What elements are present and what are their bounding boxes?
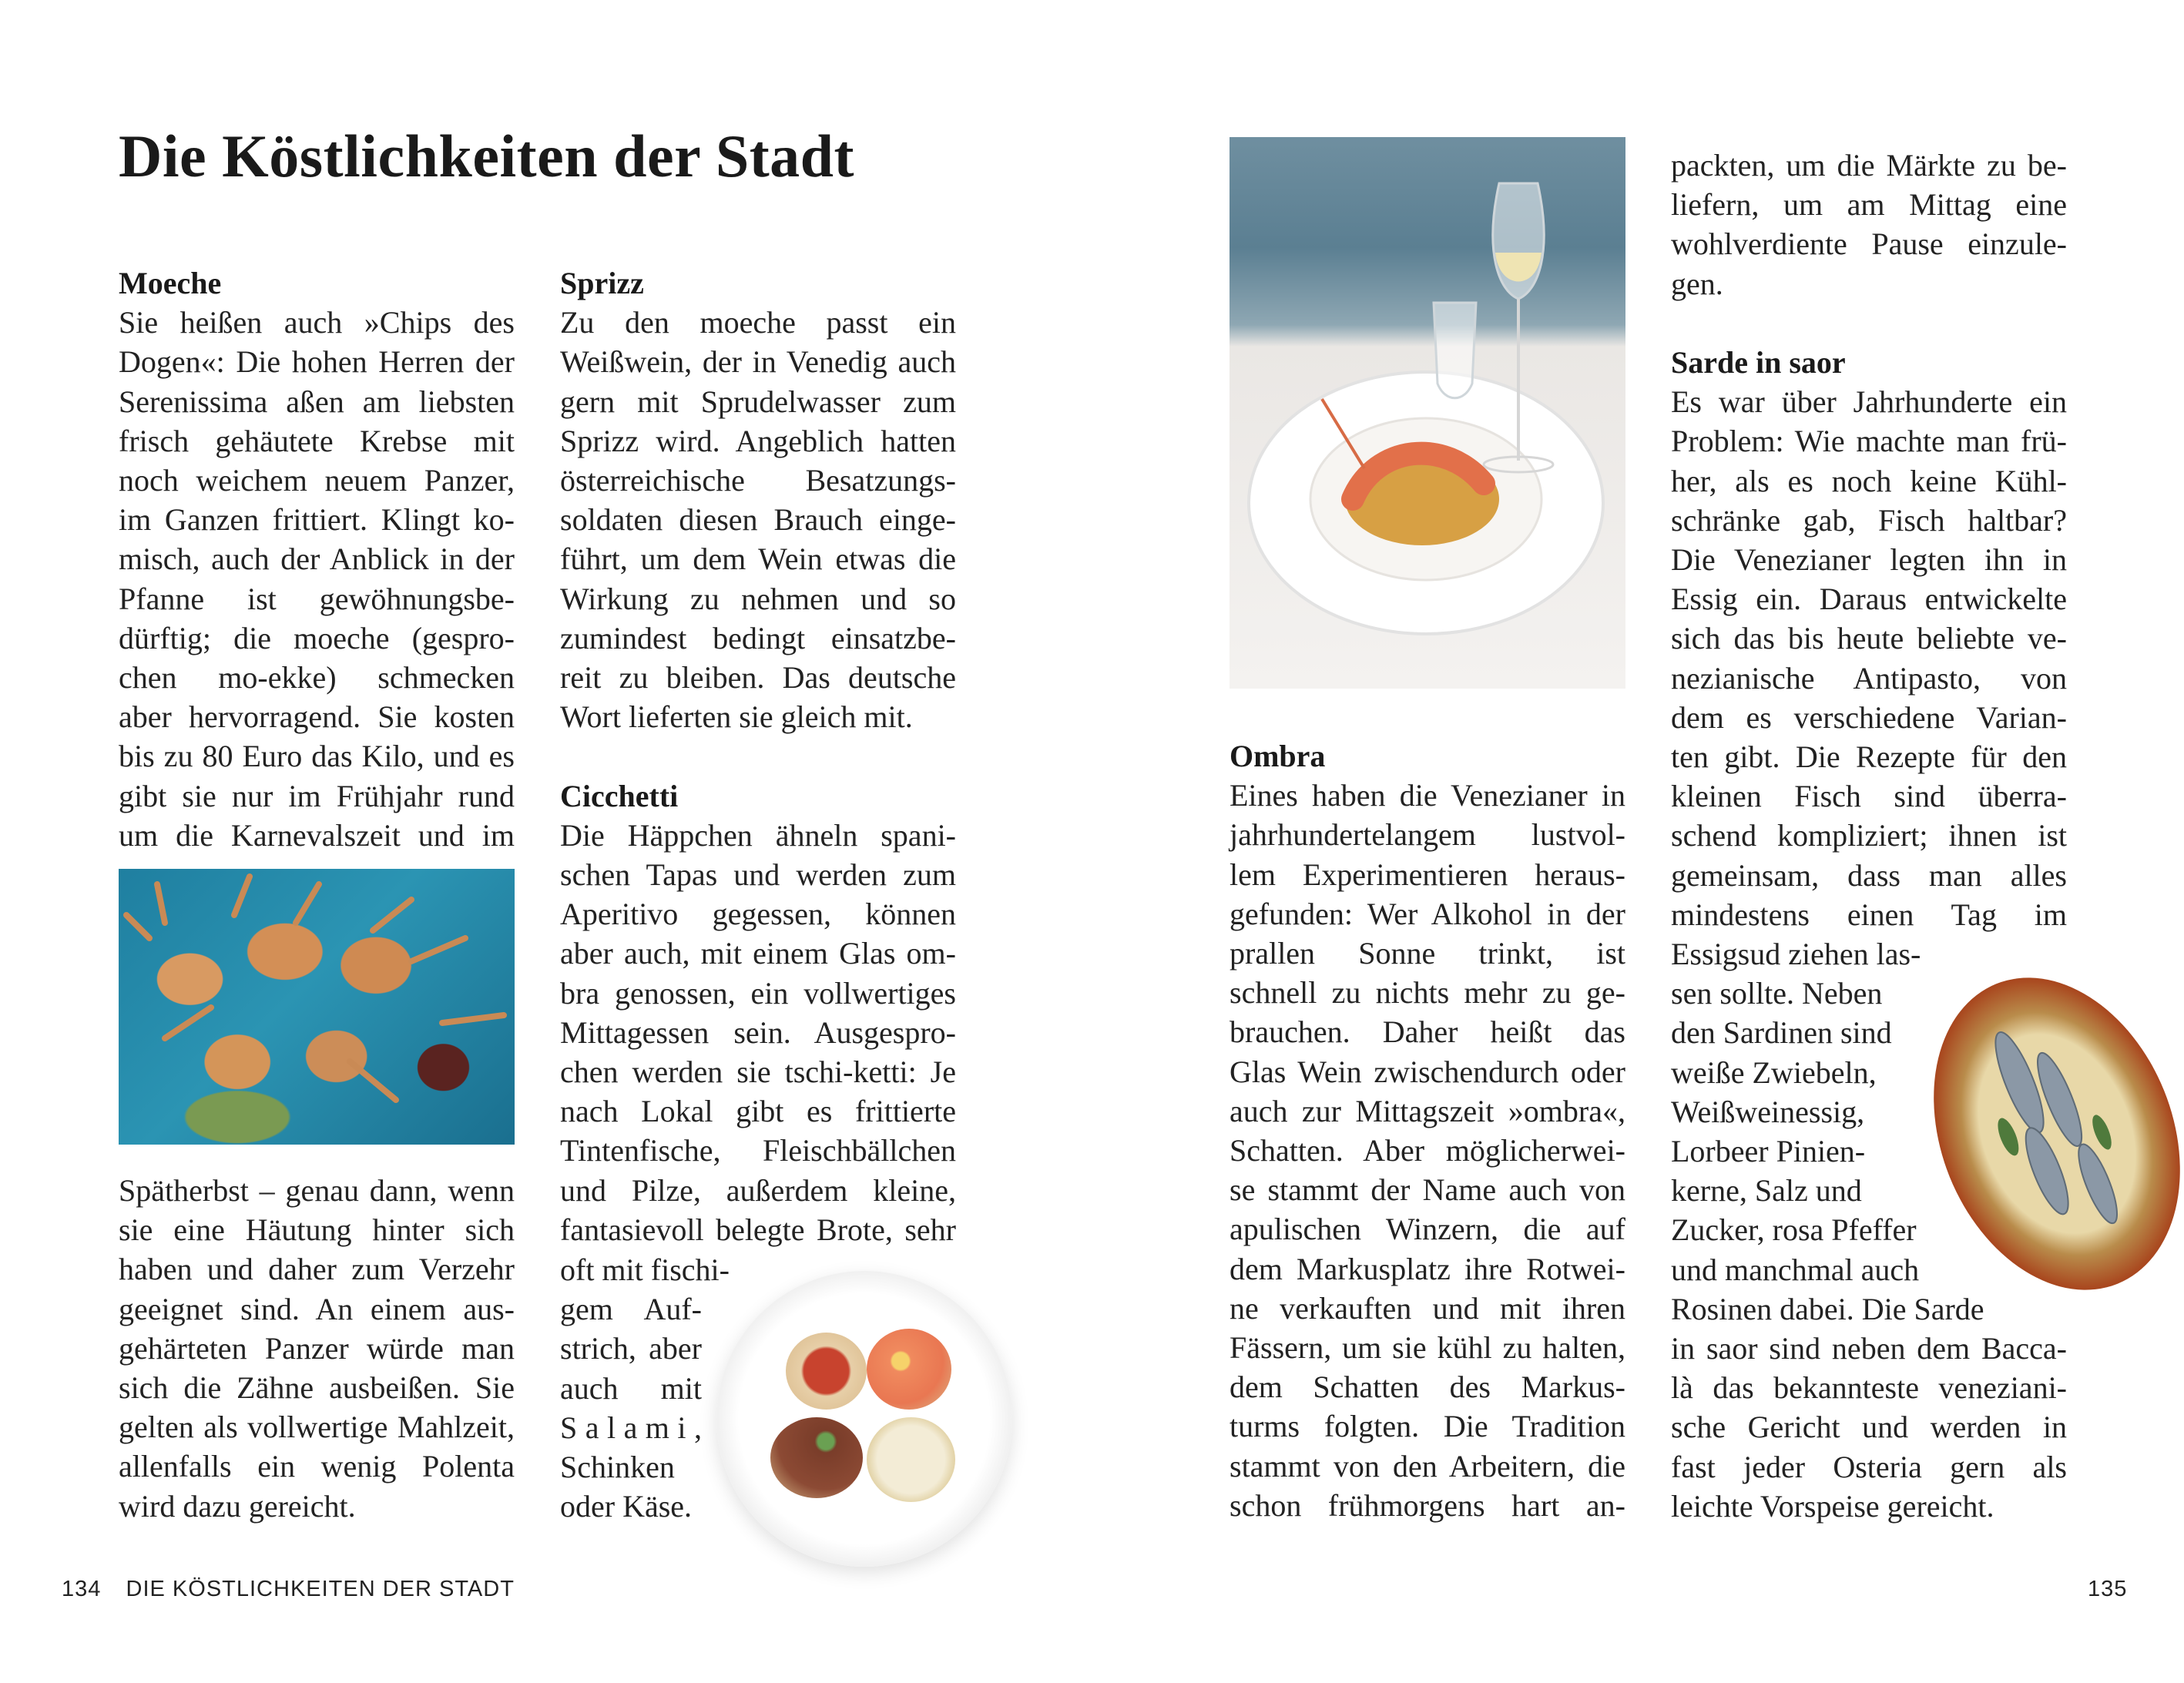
text-line: Lorbeer Pinien- xyxy=(1671,1134,1866,1169)
text-line: gibt sie nur im Frühjahr rund xyxy=(119,778,515,813)
text-line: chen werden sie tschi-ketti: Je xyxy=(560,1054,956,1090)
text-line: strich, aber xyxy=(560,1331,702,1366)
text-line: fantasievoll belegte Brote, sehr xyxy=(560,1212,956,1247)
text-line: dem es verschiedene Varian- xyxy=(1671,699,2067,735)
section-moeche xyxy=(119,263,515,855)
text-line: Problem: Wie machte man frü- xyxy=(1671,424,2067,459)
text-line: sche Gericht und werden in xyxy=(1671,1410,2067,1445)
text-line: leichte Vorspeise gereicht. xyxy=(1671,1488,1994,1524)
text-line: in saor sind neben dem Bacca- xyxy=(1671,1331,2067,1366)
text-line: soldaten diesen Brauch einge- xyxy=(560,502,956,538)
text-line: sen sollte. Neben xyxy=(1671,976,1883,1011)
section-sprizz xyxy=(560,263,956,1249)
text-line: oft mit fischi- xyxy=(560,1252,730,1287)
text-line: haben und daher zum Verzehr xyxy=(119,1252,515,1287)
wine-glass-icon xyxy=(1230,137,1625,689)
sprizz-text xyxy=(560,303,956,736)
text-line: apulischen Winzern, die auf xyxy=(1230,1212,1625,1247)
text-line: Spätherbst – genau dann, wenn xyxy=(119,1173,515,1208)
tuna-crostino xyxy=(770,1417,863,1498)
text-line: Essig ein. Daraus entwickelte xyxy=(1671,582,2067,617)
text-line: im Ganzen frittiert. Klingt ko- xyxy=(119,502,515,538)
text-line: dem Markusplatz ihre Rotwei- xyxy=(1230,1251,1625,1286)
heading-moeche: Moeche xyxy=(119,266,222,300)
text-line: Wirkung zu nehmen und so xyxy=(560,581,956,616)
text-line: misch, auch der Anblick in der xyxy=(119,541,515,577)
text-line: aber hervorragend. Sie kosten xyxy=(119,699,515,735)
text-line: nach Lokal gibt es frittierte xyxy=(560,1094,956,1129)
text-line: Fässern, um sie kühl zu halten, xyxy=(1230,1330,1625,1366)
sarde-text-end xyxy=(1671,1329,2067,1526)
heading-ombra: Ombra xyxy=(1230,739,1326,773)
text-line: Sprizz wird. Angeblich hatten xyxy=(560,423,956,458)
text-line: dem Schatten des Markus- xyxy=(1230,1370,1625,1405)
moeche-text-bottom xyxy=(119,1171,515,1526)
text-line: mindestens einen Tag im xyxy=(1671,897,2067,932)
continued-text xyxy=(1671,146,2067,303)
text-line: prallen Sonne trinkt, ist xyxy=(1230,936,1625,971)
page-title: Die Köstlichkeiten der Stadt xyxy=(119,122,855,189)
text-line: gen. xyxy=(1671,266,1723,301)
text-line: Weißweinessig, xyxy=(1671,1094,1865,1129)
text-line: Wort lieferten sie gleich mit. xyxy=(560,699,913,735)
text-line: Dogen«: Die hohen Herren der xyxy=(119,344,515,380)
pasta-photo xyxy=(1230,137,1625,689)
text-line: schon frühmorgens hart an- xyxy=(1230,1487,1625,1523)
text-line: Die Häppchen ähneln spani- xyxy=(560,817,956,853)
tomato-crostino xyxy=(786,1333,867,1410)
ombra-text xyxy=(1230,776,1625,1525)
text-line: se stammt der Name auch von xyxy=(1230,1172,1625,1208)
text-line: schen Tapas und werden zum xyxy=(560,857,956,893)
text-line: und Pilze, außerdem kleine, xyxy=(560,1172,956,1208)
text-line: den Sardinen sind xyxy=(1671,1015,1892,1051)
text-line: auch mit xyxy=(560,1370,702,1406)
left-page-number: 134 xyxy=(62,1577,102,1601)
text-line: nezianische Antipasto, von xyxy=(1671,660,2067,696)
text-line: Zucker, rosa Pfeffer xyxy=(1671,1212,1917,1248)
right-page-number: 135 xyxy=(2088,1577,2128,1601)
text-line: Essigsud ziehen las- xyxy=(1671,937,1921,971)
text-line: kleinen Fisch sind überra- xyxy=(1671,779,2067,814)
text-line: zumindest bedingt einsatzbe- xyxy=(560,620,956,655)
text-line: oder Käse. xyxy=(560,1489,693,1524)
cicchetti-text xyxy=(560,816,956,1249)
text-line: und manchmal auch xyxy=(1671,1252,1920,1287)
text-line: Weißwein, der in Venedig auch xyxy=(560,344,956,380)
text-line: frisch gehäutete Krebse mit xyxy=(119,423,515,458)
text-line: schränke gab, Fisch haltbar? xyxy=(1671,502,2067,538)
text-line: Eines haben die Venezianer in xyxy=(1230,778,1625,813)
text-line: liefern, um am Mittag eine xyxy=(1671,187,2067,223)
section-ombra xyxy=(1230,736,1625,1525)
text-line: reit zu bleiben. Das deutsche xyxy=(560,660,956,696)
text-line: bra genossen, ein vollwertiges xyxy=(560,975,956,1011)
text-line: Die Venezianer legten ihn in xyxy=(1671,542,2067,578)
cicchetti-text-narrow xyxy=(560,1250,730,1526)
sarde-photo xyxy=(1889,940,2184,1327)
text-line: sie eine Häutung hinter sich xyxy=(119,1212,515,1248)
text-line: noch weichem neuem Panzer, xyxy=(119,463,515,498)
text-line: packten, um die Märkte zu be- xyxy=(1671,148,2067,183)
sarde-text-narrow xyxy=(1671,934,1984,1329)
text-line: stammt von den Arbeitern, die xyxy=(1230,1448,1625,1484)
text-line: Tintenfische, Fleischbällchen xyxy=(560,1133,956,1168)
moeche-text-top xyxy=(119,303,515,855)
text-line: Sie heißen auch »Chips des xyxy=(119,305,515,340)
text-line: turms folgten. Die Tradition xyxy=(1230,1409,1625,1444)
left-running-title: DIE KÖSTLICHKEITEN DER STADT xyxy=(126,1577,515,1601)
heading-sprizz: Sprizz xyxy=(560,266,644,300)
text-line: sich die Zähne ausbeißen. Sie xyxy=(119,1370,515,1406)
text-line: Aperitivo gegessen, können xyxy=(560,897,956,932)
moeche-text-bottom-wrap xyxy=(119,1171,515,1526)
text-line: wohlverdiente Pause einzule- xyxy=(1671,226,2067,262)
text-line: là das bekannteste veneziani- xyxy=(1671,1370,2067,1406)
text-line: brauchen. Daher heißt das xyxy=(1230,1014,1625,1050)
text-line: jahrhundertelangem lustvol- xyxy=(1230,817,1625,853)
text-line: ne verkauften und mit ihren xyxy=(1230,1290,1625,1326)
text-line: wird dazu gereicht. xyxy=(119,1488,356,1524)
text-line: allenfalls ein wenig Polenta xyxy=(119,1449,515,1484)
text-line: auch zur Mittagszeit »ombra«, xyxy=(1230,1093,1625,1128)
cicchetti-photo xyxy=(716,1271,1012,1567)
crabs-photo xyxy=(119,869,515,1145)
text-line: schend kompliziert; ihnen ist xyxy=(1671,818,2067,853)
baccala-crostino xyxy=(867,1417,955,1502)
text-line: gelten als vollwertige Mahlzeit, xyxy=(119,1410,515,1445)
cicchetti-narrow-wrap xyxy=(560,1250,730,1526)
text-line: Schatten. Aber möglicherwei- xyxy=(1230,1133,1625,1168)
text-line: österreichische Besatzungs- xyxy=(560,463,956,498)
text-line: gem Auf- xyxy=(560,1292,702,1327)
text-line: Glas Wein zwischendurch oder xyxy=(1230,1054,1625,1089)
heading-sarde: Sarde in saor xyxy=(1671,345,1846,380)
salmon-crostino xyxy=(867,1329,951,1410)
sarde-end-wrap xyxy=(1671,1329,2067,1526)
sarde-narrow-wrap xyxy=(1671,934,1984,1329)
text-line: dürftig; die moeche (gespro- xyxy=(119,620,515,655)
text-line: gefunden: Wer Alkohol in der xyxy=(1230,896,1625,931)
text-line: gern mit Sprudelwasser zum xyxy=(560,384,956,419)
text-line: geeignet sind. An einem aus- xyxy=(119,1291,515,1326)
heading-cicchetti: Cicchetti xyxy=(560,778,679,813)
crab-legs-icon xyxy=(119,869,515,1145)
text-line: Schinken xyxy=(560,1450,675,1485)
text-line: fast jeder Osteria gern als xyxy=(1671,1449,2067,1484)
sardine-icon xyxy=(1889,940,2184,1327)
text-line: Pfanne ist gewöhnungsbe- xyxy=(119,581,515,616)
text-line: bis zu 80 Euro das Kilo, und es xyxy=(119,739,515,774)
text-line: aber auch, mit einem Glas om- xyxy=(560,936,956,971)
text-line: führt, um dem Wein etwas die xyxy=(560,541,956,577)
text-line: um die Karnevalszeit und im xyxy=(119,817,515,853)
text-line: Rosinen dabei. Die Sarde xyxy=(1671,1291,1984,1326)
text-line: Serenissima aßen am liebsten xyxy=(119,384,515,419)
section-col4 xyxy=(1671,146,2067,934)
text-line: her, als es noch keine Kühl- xyxy=(1671,463,2067,498)
text-line: ten gibt. Die Rezepte für den xyxy=(1671,739,2067,775)
text-line: S a l a m i , xyxy=(560,1410,702,1445)
text-line: kerne, Salz und xyxy=(1671,1173,1862,1209)
text-line: Es war über Jahrhunderte ein xyxy=(1671,384,2067,420)
text-line: Mittagessen sein. Ausgespro- xyxy=(560,1014,956,1050)
text-line: Zu den moeche passt ein xyxy=(560,305,956,340)
text-line: gehärteten Panzer würde man xyxy=(119,1330,515,1366)
text-line: lem Experimentieren heraus- xyxy=(1230,857,1625,892)
sarde-text xyxy=(1671,382,2067,934)
text-line: weiße Zwiebeln, xyxy=(1671,1054,1877,1090)
text-line: chen mo-ekke) schmecken xyxy=(119,660,515,696)
text-line: sich das bis heute beliebte ve- xyxy=(1671,621,2067,656)
footer-left xyxy=(62,1577,515,1602)
text-line: gemeinsam, dass man alles xyxy=(1671,857,2067,893)
text-line: schnell zu nichts mehr zu ge- xyxy=(1230,975,1625,1011)
